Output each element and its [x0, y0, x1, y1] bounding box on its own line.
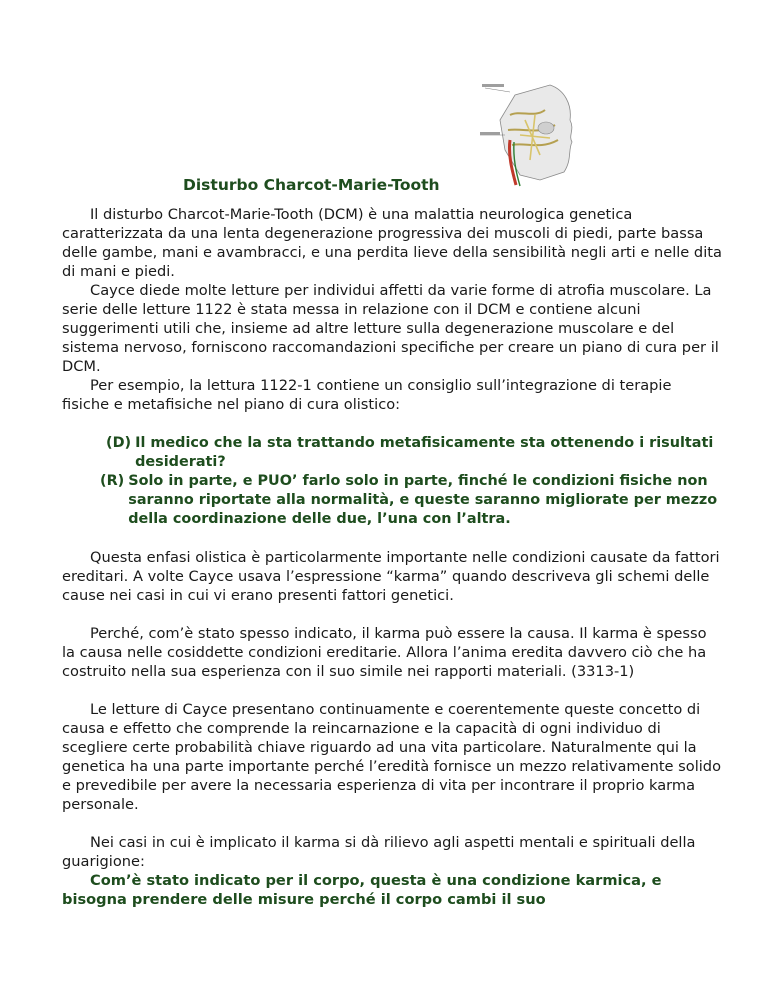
closing-quote: Com’è stato indicato per il corpo, questa è una condizione karmica, e bisogna prendere delle misure perché il corpo cambi il suo — [62, 872, 662, 908]
reading-quote-qa — [100, 434, 722, 529]
qa-text: Solo in parte, e PUO’ farlo solo in parte, finché le condizioni fisiche non saranno riportate alla normalità, e queste saranno migliorate per mezzo della coordinazione delle due, l’una con l’altra. — [128, 473, 718, 527]
facial-nerve-anatomy-icon — [480, 80, 580, 190]
paragraph: Il disturbo Charcot-Marie-Tooth (DCM) è una malattia neurologica genetica caratterizzata da una lenta degenerazione progressiva dei muscoli di piedi, parte bassa delle gambe, mani e avambracci, e una perdita lieve della sensibilità negli arti e nelle dita di mani e piedi. — [62, 206, 722, 280]
qa-text: Il medico che la sta trattando metafisicamente sta ottenendo i risultati desiderati? — [135, 435, 714, 470]
paragraph: Le letture di Cayce presentano continuamente e coerentemente queste concetto di causa e effetto che comprende la reincarnazione e la capacità di ogni individuo di scegliere certe probabilità chiave riguardo ad una vita particolare. Naturalmente qui la genetica ha una parte importante perché l’eredità fornisce un mezzo relativamente solido e prevedibile per avere la necessaria esperienza di vita per incontrare il proprio karma personale. — [62, 701, 721, 813]
paragraph: Perché, com’è stato spesso indicato, il karma può essere la causa. Il karma è spesso la causa nelle cosiddette condizioni ereditarie. Allora l’anima eredita davvero ciò che ha costruito nella sua esperienza con il suo simile nei rapporti materiali. (3313-1) — [62, 625, 707, 680]
paragraph: Per esempio, la lettura 1122-1 contiene un consiglio sull’integrazione di terapie fisiche e metafisiche nel piano di cura olistico: — [62, 377, 672, 413]
paragraph: Questa enfasi olistica è particolarmente importante nelle condizioni causate da fattori ereditari. A volte Cayce usava l’espressione “karma” quando descriveva gli schemi delle cause nei casi in cui vi erano presenti fattori genetici. — [62, 549, 720, 604]
paragraph: Nei casi in cui è implicato il karma si dà rilievo agli aspetti mentali e spirituali della guarigione: — [62, 834, 696, 870]
page-title: Disturbo Charcot-Marie-Tooth — [183, 176, 440, 194]
qa-answer — [100, 472, 722, 529]
qa-question — [106, 434, 722, 472]
qa-tag: (D) — [106, 435, 132, 451]
paragraph: Cayce diede molte letture per individui affetti da varie forme di atrofia muscolare. La serie delle letture 1122 è stata messa in relazione con il DCM e contiene alcuni suggerimenti utili che, insieme ad altre letture sulla degenerazione muscolare e del sistema nervoso, forniscono raccomandazioni specifiche per creare un piano di cura per il DCM. — [62, 282, 719, 375]
qa-tag: (R) — [100, 473, 125, 489]
article-body — [62, 205, 722, 909]
